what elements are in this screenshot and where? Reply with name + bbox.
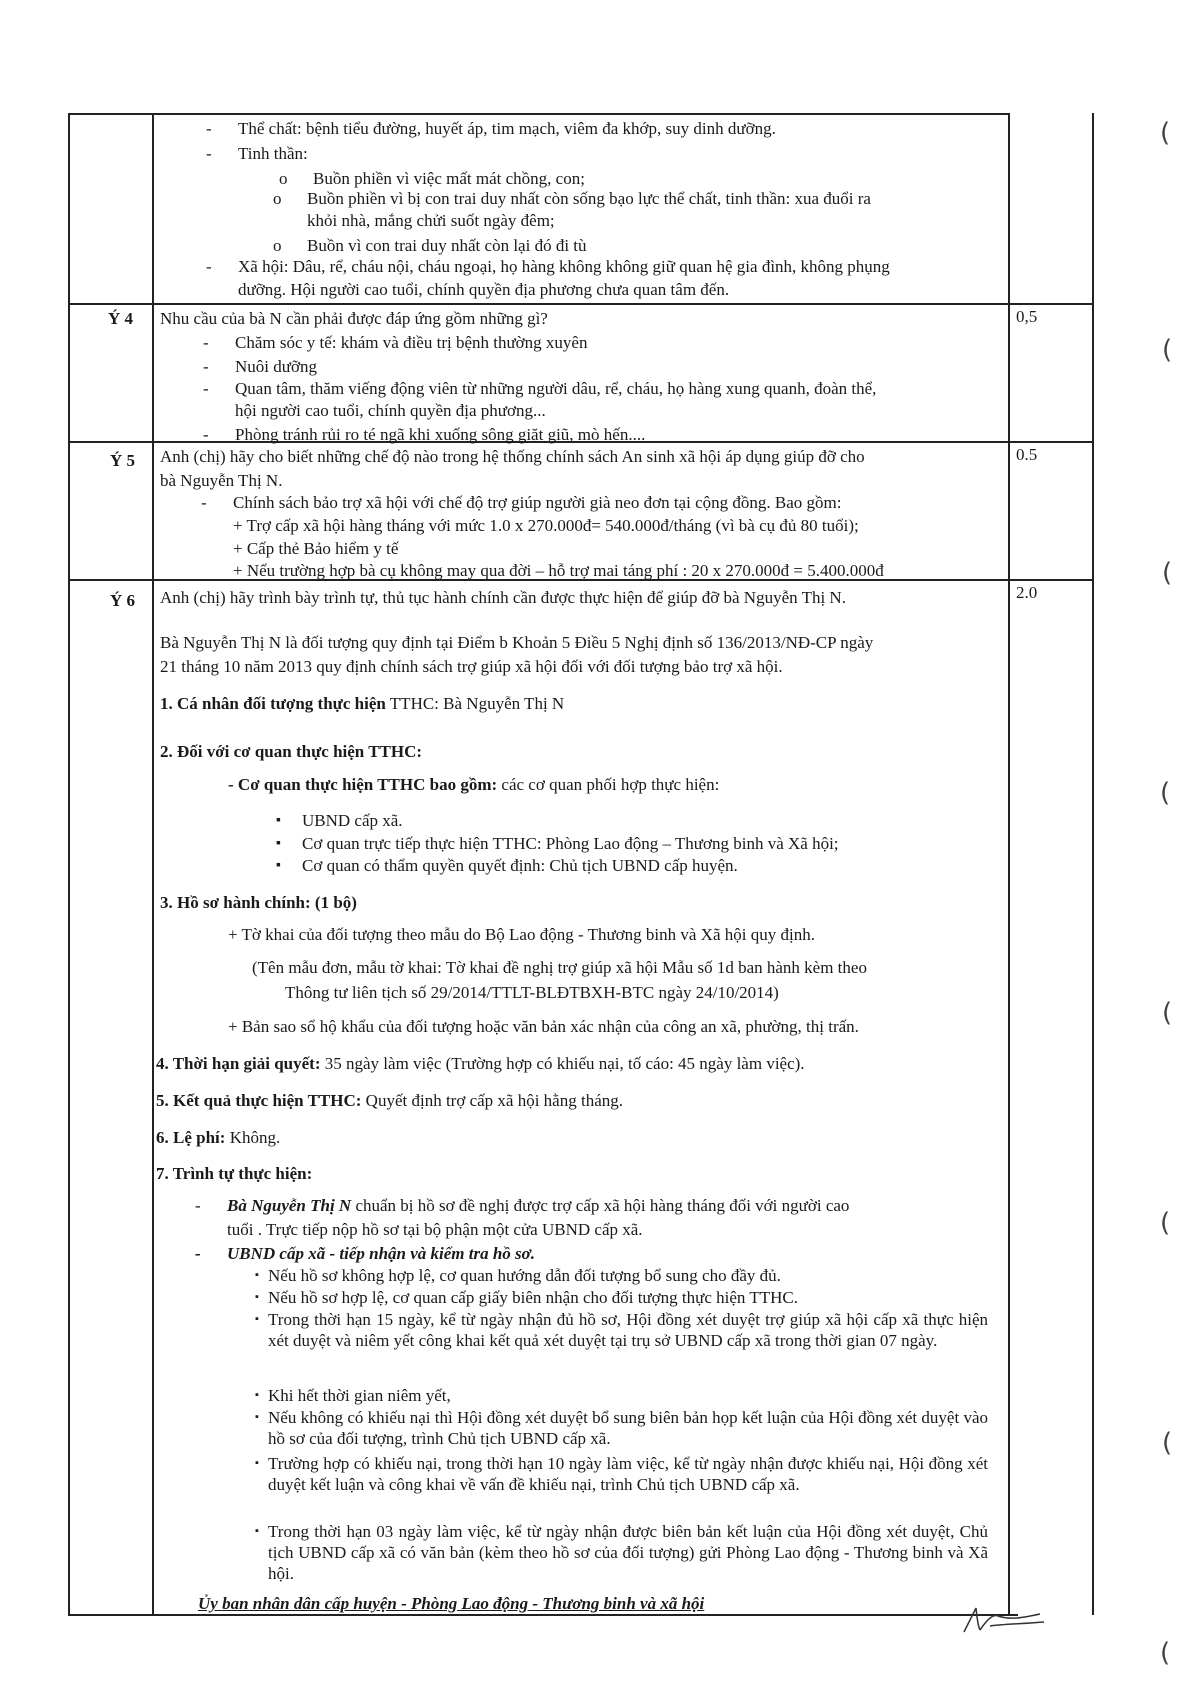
section-label: 5. Kết quả thực hiện TTHC: xyxy=(156,1091,362,1110)
step-text: tuổi . Trực tiếp nộp hồ sơ tại bộ phận một cửa UBND cấp xã. xyxy=(227,1220,643,1239)
list-item: - Quan tâm, thăm viếng động viên từ những người dâu, rể, cháu, họ hàng xung quanh, đoàn thể, xyxy=(235,378,876,399)
section-text: Quyết định trợ cấp xã hội hằng tháng. xyxy=(365,1091,623,1110)
section-3-item: + Bản sao sổ hộ khẩu của đối tượng hoặc văn bản xác nhận của công an xã, phường, thị trấn. xyxy=(228,1017,859,1036)
section-3-label: 3. Hồ sơ hành chính: (1 bộ) xyxy=(160,893,357,912)
section-label: 1. Cá nhân đối tượng thực hiện xyxy=(160,694,386,713)
text-line: dưỡng. Hội người cao tuổi, chính quyền địa phương chưa quan tâm đến. xyxy=(238,280,730,299)
scan-mark: ( xyxy=(1160,1638,1171,1668)
scan-mark: ( xyxy=(1162,1428,1173,1458)
question: Anh (chị) hãy cho biết những chế độ nào trong hệ thống chính sách An sinh xã hội áp dụng giúp đỡ cho xyxy=(160,447,865,466)
bullet-item: ▪ Nếu hồ sơ hợp lệ, cơ quan cấp giấy biên nhận cho đối tượng thực hiện TTHC. xyxy=(268,1287,798,1308)
section-text: các cơ quan phối hợp thực hiện: xyxy=(501,775,720,794)
row-tag: Ý 4 xyxy=(108,309,134,328)
bullet-item: ▪ Khi hết thời gian niêm yết, xyxy=(268,1385,451,1406)
list-item: + Trợ cấp xã hội hàng tháng với mức 1.0 x 270.000đ= 540.000đ/tháng (vì bà cụ đủ 80 tuổi); xyxy=(233,516,859,535)
section-label: 6. Lệ phí: xyxy=(156,1128,226,1147)
text-line: khỏi nhà, mắng chửi suốt ngày đêm; xyxy=(307,211,555,230)
section-label: 4. Thời hạn giải quyết: xyxy=(156,1054,321,1073)
list-item: ▪ UBND cấp xã. xyxy=(302,810,403,831)
bullet-item: ▪ Nếu hồ sơ không hợp lệ, cơ quan hướng dẫn đối tượng bổ sung cho đầy đủ. xyxy=(268,1265,781,1286)
list-item: - Chăm sóc y tế: khám và điều trị bệnh thường xuyên xyxy=(235,332,587,353)
section-1 xyxy=(160,693,564,714)
row-tag: Ý 6 xyxy=(110,591,136,610)
list-item: + Cấp thẻ Bảo hiểm y tế xyxy=(233,539,399,558)
column-divider-2 xyxy=(1008,113,1010,1615)
section-text: 35 ngày làm việc (Trường hợp có khiếu nại, tố cáo: 45 ngày làm việc). xyxy=(324,1054,805,1073)
step-b-label: - UBND cấp xã - tiếp nhận và kiểm tra hồ sơ. xyxy=(227,1243,535,1264)
score: 0.5 xyxy=(1016,445,1038,464)
section-3-note: Thông tư liên tịch số 29/2014/TTLT-BLĐTBXH-BTC ngày 24/10/2014) xyxy=(285,983,779,1002)
bullet-item: ▪ Trường hợp có khiếu nại, trong thời hạn 10 ngày làm việc, kể từ ngày nhận được khiếu nại, Hội đồng xét duyệt kết luận và công khai về vấn đề khiếu nại, trình Chủ tịch UBND cấp xã. xyxy=(268,1453,988,1495)
text-line: o Buồn vì con trai duy nhất còn lại đó đi tù xyxy=(307,235,587,256)
section-5 xyxy=(156,1090,623,1111)
text-line: - Xã hội: Dâu, rể, cháu nội, cháu ngoại, họ hàng không không giữ quan hệ gia đình, không phụng xyxy=(238,256,890,277)
row-divider-y4 xyxy=(68,303,1092,305)
section-4 xyxy=(156,1053,805,1074)
list-item: ▪ Cơ quan có thẩm quyền quyết định: Chủ tịch UBND cấp huyện. xyxy=(302,855,738,876)
section-2-sub xyxy=(228,774,719,795)
score: 0,5 xyxy=(1016,307,1038,326)
list-item: ▪ Cơ quan trực tiếp thực hiện TTHC: Phòng Lao động – Thương binh và Xã hội; xyxy=(302,833,839,854)
text-line: o Buồn phiền vì bị con trai duy nhất còn sống bạo lực thể chất, tinh thần: xua đuổi ra xyxy=(307,188,871,209)
list-item: - Nuôi dưỡng xyxy=(235,356,317,377)
table-bottom-border xyxy=(68,1614,1018,1616)
section-text: TTHC: Bà Nguyễn Thị N xyxy=(389,694,565,713)
section-label: - Cơ quan thực hiện TTHC bao gồm: xyxy=(228,775,498,794)
bullet-item: ▪ Trong thời hạn 15 ngày, kể từ ngày nhận đủ hồ sơ, Hội đồng xét duyệt trợ giúp xã hội cấp xã thực hiện xét duyệt và niêm yết công khai kết quả xét duyệt tại trụ sở UBND cấp xã trong thời gian 07 ngày. xyxy=(268,1309,988,1351)
scan-mark: ( xyxy=(1162,558,1173,588)
list-item: - Phòng tránh rủi ro té ngã khi xuống sông giặt giũ, mò hến.... xyxy=(235,424,645,445)
section-3-note: (Tên mẫu đơn, mẫu tờ khai: Tờ khai đề nghị trợ giúp xã hội Mẫu số 1d ban hành kèm theo xyxy=(252,958,867,977)
scan-mark: ( xyxy=(1160,118,1171,148)
scan-mark: ( xyxy=(1162,998,1173,1028)
step-c-label: Ủy ban nhân dân cấp huyện - Phòng Lao động - Thương binh và xã hội xyxy=(198,1594,705,1613)
step-text: chuẩn bị hồ sơ đề nghị được trợ cấp xã hội hàng tháng đối với người cao xyxy=(355,1196,850,1215)
column-divider-1 xyxy=(152,113,154,1615)
signature-mark xyxy=(960,1600,1050,1640)
section-7-label: 7. Trình tự thực hiện: xyxy=(156,1164,313,1183)
section-3-item: + Tờ khai của đối tượng theo mẫu do Bộ Lao động - Thương binh và Xã hội quy định. xyxy=(228,925,815,944)
table-right-border xyxy=(1092,113,1094,1615)
policy: - Chính sách bảo trợ xã hội với chế độ trợ giúp người già neo đơn tại cộng đồng. Bao gồm: xyxy=(233,492,841,513)
score: 2.0 xyxy=(1016,583,1038,602)
scan-mark: ( xyxy=(1160,1208,1171,1238)
question: bà Nguyễn Thị N. xyxy=(160,471,283,490)
text-line: o Buồn phiền vì việc mất mát chồng, con; xyxy=(313,168,585,189)
bullet-item: ▪ Nếu không có khiếu nại thì Hội đồng xét duyệt bổ sung biên bản họp kết luận của Hội đồng xét duyệt vào hồ sơ của đối tượng, trình Chủ tịch UBND cấp xã. xyxy=(268,1407,988,1449)
step-label: Bà Nguyễn Thị N xyxy=(227,1196,352,1215)
text-line: - Tinh thần: xyxy=(238,143,308,164)
list-item: + Nếu trường hợp bà cụ không may qua đời – hỗ trợ mai táng phí : 20 x 270.000đ = 5.400.000đ xyxy=(233,561,884,580)
intro-line: Bà Nguyễn Thị N là đối tượng quy định tại Điểm b Khoản 5 Điều 5 Nghị định số 136/2013/NĐ-CP ngày xyxy=(160,633,874,652)
table-left-border xyxy=(68,113,70,1615)
step-a xyxy=(227,1195,849,1216)
list-item: hội người cao tuổi, chính quyền địa phương... xyxy=(235,401,546,420)
scan-mark: ( xyxy=(1160,778,1171,808)
section-text: Không. xyxy=(229,1128,281,1147)
scan-mark: ( xyxy=(1162,335,1173,365)
section-2-label: 2. Đối với cơ quan thực hiện TTHC: xyxy=(160,742,423,761)
text-line: - Thể chất: bệnh tiểu đường, huyết áp, tim mạch, viêm đa khớp, suy dinh dưỡng. xyxy=(238,118,776,139)
section-6 xyxy=(156,1127,280,1148)
row-tag: Ý 5 xyxy=(110,451,136,470)
bullet-item: ▪ Trong thời hạn 03 ngày làm việc, kể từ ngày nhận được biên bản kết luận của Hội đồng xét duyệt, Chủ tịch UBND cấp xã có văn bản (kèm theo hồ sơ của đối tượng) gửi Phòng Lao động - Thương binh và Xã hội. xyxy=(268,1521,988,1584)
table-top-border xyxy=(68,113,1008,115)
question: Nhu cầu của bà N cần phải được đáp ứng gồm những gì? xyxy=(160,309,548,328)
intro-line: 21 tháng 10 năm 2013 quy định chính sách trợ giúp xã hội đối với đối tượng bảo trợ xã hội. xyxy=(160,657,783,676)
question: Anh (chị) hãy trình bày trình tự, thủ tục hành chính cần được thực hiện để giúp đỡ bà Nguyễn Thị N. xyxy=(160,588,846,607)
